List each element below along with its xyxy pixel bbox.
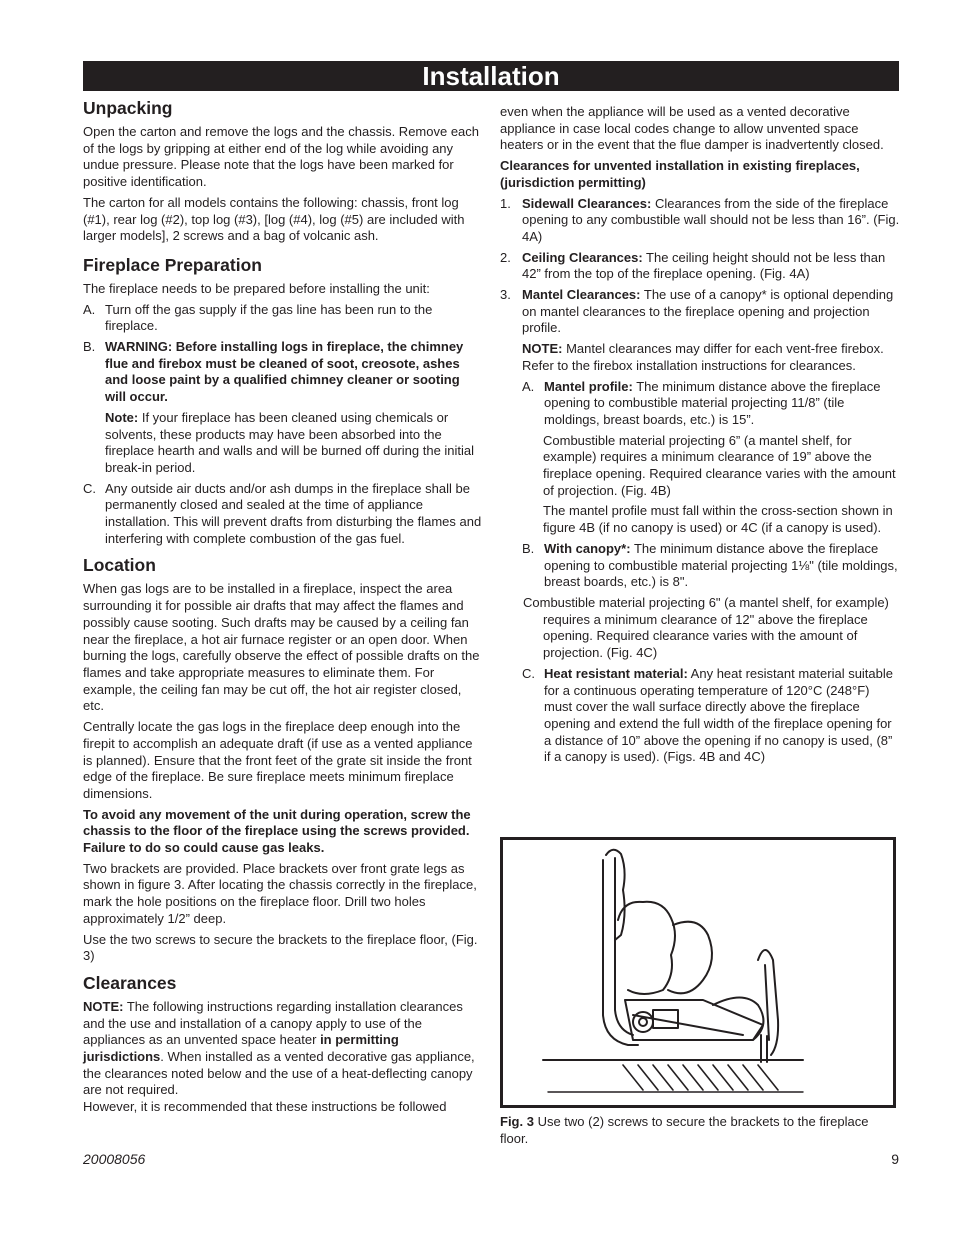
prep-note (83, 410, 483, 477)
location-paragraph-1: When gas logs are to be installed in a fireplace, inspect the area surrounding it for possible air drafts that may affect the flames and possibly cause sooting. Such drafts may be caused by a ceiling fan near the fireplace, a hot air furnace register or an open door. When burning the logs, carefully observe the effect of possible drafts on the flames and take appropriate measures to eliminate them. For example, the ceiling fan may be cut off, the hot air register closed, etc. (83, 581, 480, 714)
list-text (544, 379, 900, 429)
list-marker: A. (83, 301, 96, 317)
list-marker: C. (83, 480, 96, 496)
page-number: 9 (891, 1151, 899, 1167)
list-marker: 2. (500, 249, 511, 265)
unpacking-paragraph-2: The carton for all models contains the following: chassis, front log (#1), rear log (#2), top log (#3), [log (#4), log (#5) are included with larger models], 2 screws and a bag of volcanic ash. (83, 194, 465, 244)
item-label: Sidewall Clearances: (522, 195, 652, 211)
list-text (522, 287, 900, 337)
left-column (83, 98, 483, 1120)
list-marker: B. (83, 339, 96, 355)
mantel-item-b-paragraph-2: Combustible material projecting 6" (a mantel shelf, for example) requires a minimum clearance of 12" above the fireplace opening. Required clearance varies with the amount of projection. (Fig. 4C) (523, 594, 889, 661)
list-text (522, 250, 900, 283)
fireplace-prep-section (83, 255, 483, 548)
item-label: Ceiling Clearances: (522, 249, 643, 265)
figure-3 (500, 837, 896, 1108)
fireplace-prep-intro: The fireplace needs to be prepared before installing the unit: (83, 280, 430, 296)
list-text (544, 541, 900, 591)
clearance-item-3 (500, 287, 900, 337)
list-text: Turn off the gas supply if the gas line has been run to the fireplace. (105, 301, 433, 334)
unvented-clearances-heading: Clearances for unvented installation in existing fireplaces, (jurisdiction permitting) (500, 158, 860, 190)
note-text: . When installed as a vented decorative gas appliance, the clearances noted below and the use of a heat-deflecting canopy are not required. (83, 1049, 475, 1098)
item-label: With canopy*: (544, 540, 631, 556)
location-paragraph-5: Use the two screws to secure the brackets to the fireplace floor, (Fig. 3) (83, 931, 478, 964)
caption-text: Use two (2) screws to secure the brackets to the fireplace floor. (500, 1114, 869, 1146)
location-paragraph-2: Centrally locate the gas logs in the fireplace deep enough into the firepit to accomplish an adequate draft (if use as a vented appliance is planned). Ensure that the front feet of the grate sit inside the front edge of the fireplace. Be sure fireplace meets minimum fireplace dimensions. (83, 719, 473, 801)
clearances-heading: Clearances (83, 972, 177, 993)
item-text: The ceiling height should not be less than 42” from the top of the fireplace opening. (Fig. 4A) (522, 249, 886, 282)
figure-3-caption (500, 1114, 896, 1147)
warning-text: WARNING: Before installing logs in fireplace, the chimney flue and firebox must be cleaned of soot, creosote, ashes and loose paint by a qualified chimney cleaner or sooting will occur. (105, 339, 464, 405)
list-marker: 1. (500, 195, 511, 211)
clearances-note (83, 999, 483, 1099)
note-label: Note: (105, 409, 139, 425)
mantel-item-b (500, 541, 900, 591)
item-label: Mantel Clearances: (522, 287, 641, 303)
clearances-paragraph-2: However, it is recommended that these instructions be followed (83, 1099, 447, 1115)
list-text (544, 666, 900, 766)
clearances-continued: even when the appliance will be used as a vented decorative appliance in case local codes change to allow unvented space heaters or in the event that the flue damper is inadvertently closed. (500, 104, 884, 153)
location-section (83, 555, 483, 964)
clearances-section (83, 973, 483, 1116)
item-text: The minimum distance above the fireplace opening to combustible material projecting 11/8” (tile moldings, breast boards, etc.) is 15”. (544, 378, 881, 427)
item-label: Heat resistant material: (544, 665, 688, 681)
figure-label: Fig. 3 (500, 1114, 534, 1129)
list-text: Any outside air ducts and/or ash dumps in the fireplace shall be permanently closed and sealed at the time of appliance installation. This will prevent drafts from disturbing the flames and interfering with complete combustion of the gas fuel. (105, 480, 482, 546)
note-bold-text: in permitting jurisdictions (83, 1032, 399, 1065)
item-text: The minimum distance above the fireplace opening to combustible material projecting 1⅛" (tile moldings, breast boards, etc.) is 8". (544, 540, 898, 590)
unpacking-heading: Unpacking (83, 98, 173, 118)
item-text: The use of a canopy* is optional depending on mantel clearances to the fireplace opening and projection profile. (522, 287, 894, 336)
mantel-item-c (500, 666, 900, 766)
item-text: Any heat resistant material suitable for a continuous operating temperature of 120°C (248°F) must cover the wall surface directly above the fireplace opening and extend the full width of the fireplace opening for a distance of 10” above the opening if no canopy is used, (8” if a canopy is used). (Figs. 4B and 4C) (544, 665, 894, 765)
note-text: The following instructions regarding installation clearances and the use and installation of a canopy apply to use of the appliances as an unvented space heater (83, 998, 463, 1048)
mantel-note (500, 341, 900, 374)
clearance-item-1 (500, 196, 900, 246)
prep-item-a (83, 302, 483, 335)
clearance-item-2 (500, 250, 900, 283)
unpacking-paragraph-1: Open the carton and remove the logs and the chassis. Remove each of the logs by gripping at either end of the log while avoiding any undue pressure. Please note that the logs have been marked for positive identification. (83, 124, 480, 190)
note-label: NOTE: (83, 998, 124, 1014)
location-heading: Location (83, 555, 156, 576)
prep-item-b (83, 339, 483, 406)
fireplace-prep-heading: Fireplace Preparation (83, 254, 262, 275)
note-label: NOTE: (522, 341, 563, 357)
note-text: If your fireplace has been cleaned using chemicals or solvents, these products may have been absorbed into the fireplace hearth and walls and will be burned off during the initial break-in period. (105, 409, 475, 475)
right-column (500, 104, 900, 770)
mantel-item-a (500, 379, 900, 429)
list-marker: 3. (500, 287, 511, 303)
mantel-item-a-paragraph-2: Combustible material projecting 6” (a mantel shelf, for example) requires a minimum clearance of 19” above the fireplace opening. Required clearance varies with the amount of projection. (Fig. 4B) (543, 432, 896, 498)
log-chassis-illustration (503, 840, 893, 1105)
list-marker: B. (522, 540, 535, 556)
location-paragraph-4: Two brackets are provided. Place brackets over front grate legs as shown in figure 3. After locating the chassis correctly in the fireplace, mark the hole positions on the fireplace floor. Drill two holes approximately 1/2” deep. (83, 860, 477, 926)
mantel-item-a-paragraph-3: The mantel profile must fall within the cross-section shown in figure 4B (if no canopy is used) or 4C (if a canopy is used). (543, 503, 893, 536)
list-marker: C. (522, 665, 535, 681)
item-text: Clearances from the side of the fireplace opening to any combustible wall should not be less than 16”. (Fig. 4A) (522, 195, 900, 244)
document-number: 20008056 (83, 1151, 146, 1167)
list-marker: A. (522, 378, 535, 394)
location-warning: To avoid any movement of the unit during operation, screw the chassis to the floor of the fireplace using the screws provided. Failure to do so could cause gas leaks. (83, 806, 471, 856)
unpacking-section (83, 98, 483, 245)
page-title: Installation (83, 61, 899, 91)
list-text (522, 196, 900, 246)
item-label: Mantel profile: (544, 378, 633, 394)
prep-item-c (83, 481, 483, 548)
note-text: Mantel clearances may differ for each vent-free firebox. Refer to the firebox installation instructions for clearances. (522, 341, 884, 373)
